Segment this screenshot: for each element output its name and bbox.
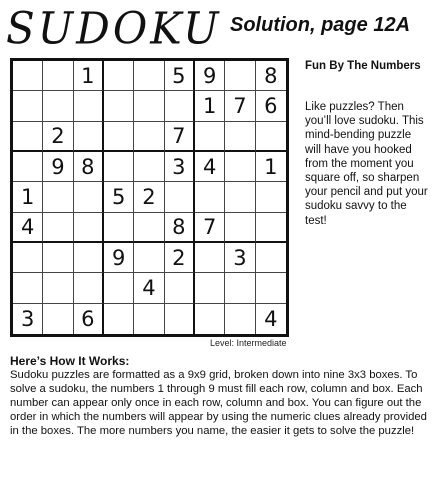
difficulty-level: Level: Intermediate	[210, 338, 287, 348]
empty-cell[interactable]	[165, 273, 195, 303]
given-cell: 6	[74, 304, 104, 334]
given-cell: 4	[13, 213, 43, 243]
empty-cell[interactable]	[256, 273, 286, 303]
empty-cell[interactable]	[104, 273, 134, 303]
empty-cell[interactable]	[134, 213, 164, 243]
instructions-body: Sudoku puzzles are formatted as a 9x9 grid, broken down into nine 3x3 boxes. To solve a sudoku, the numbers 1 through 9 must fill each row, column and box. Each number can appear only once in each row, column and box. You can figure out the order in which the numbers will appear by using the numeric clues already provided in the boxes. The more numbers you name, the easier it gets to solve the puzzle!	[10, 369, 427, 437]
empty-cell[interactable]	[195, 243, 225, 273]
empty-cell[interactable]	[43, 304, 73, 334]
empty-cell[interactable]	[134, 122, 164, 152]
empty-cell[interactable]	[195, 304, 225, 334]
empty-cell[interactable]	[43, 213, 73, 243]
empty-cell[interactable]	[13, 122, 43, 152]
given-cell: 8	[74, 152, 104, 182]
sidebar-title: Fun By The Numbers	[305, 60, 421, 72]
given-cell: 7	[195, 213, 225, 243]
given-cell: 1	[256, 152, 286, 182]
empty-cell[interactable]	[225, 61, 255, 91]
empty-cell[interactable]	[43, 243, 73, 273]
empty-cell[interactable]	[74, 213, 104, 243]
empty-cell[interactable]	[74, 273, 104, 303]
empty-cell[interactable]	[43, 182, 73, 212]
empty-cell[interactable]	[134, 243, 164, 273]
empty-cell[interactable]	[43, 61, 73, 91]
given-cell: 6	[256, 91, 286, 121]
empty-cell[interactable]	[225, 182, 255, 212]
masthead	[4, 4, 430, 56]
given-cell: 5	[165, 61, 195, 91]
empty-cell[interactable]	[225, 273, 255, 303]
empty-cell[interactable]	[165, 91, 195, 121]
empty-cell[interactable]	[104, 91, 134, 121]
empty-cell[interactable]	[134, 61, 164, 91]
empty-cell[interactable]	[104, 61, 134, 91]
given-cell: 8	[165, 213, 195, 243]
empty-cell[interactable]	[13, 91, 43, 121]
empty-cell[interactable]	[13, 243, 43, 273]
given-cell: 8	[256, 61, 286, 91]
empty-cell[interactable]	[256, 243, 286, 273]
empty-cell[interactable]	[225, 152, 255, 182]
empty-cell[interactable]	[104, 304, 134, 334]
empty-cell[interactable]	[256, 213, 286, 243]
given-cell: 2	[165, 243, 195, 273]
empty-cell[interactable]	[74, 122, 104, 152]
given-cell: 1	[195, 91, 225, 121]
sidebar-body: Like puzzles? Then you’ll love sudoku. This mind-bending puzzle will have you hooked from the moment you square off, so sharpen your pencil and put your sudoku savvy to the test!	[305, 101, 428, 227]
given-cell: 1	[13, 182, 43, 212]
empty-cell[interactable]	[165, 304, 195, 334]
empty-cell[interactable]	[74, 243, 104, 273]
given-cell: 4	[134, 273, 164, 303]
given-cell: 9	[104, 243, 134, 273]
empty-cell[interactable]	[13, 273, 43, 303]
given-cell: 2	[134, 182, 164, 212]
given-cell: 7	[225, 91, 255, 121]
given-cell: 9	[43, 152, 73, 182]
given-cell: 3	[225, 243, 255, 273]
empty-cell[interactable]	[74, 91, 104, 121]
empty-cell[interactable]	[256, 122, 286, 152]
empty-cell[interactable]	[13, 61, 43, 91]
empty-cell[interactable]	[104, 152, 134, 182]
empty-cell[interactable]	[256, 182, 286, 212]
empty-cell[interactable]	[134, 304, 164, 334]
empty-cell[interactable]	[165, 182, 195, 212]
empty-cell[interactable]	[43, 91, 73, 121]
empty-cell[interactable]	[225, 304, 255, 334]
given-cell: 7	[165, 122, 195, 152]
empty-cell[interactable]	[104, 122, 134, 152]
empty-cell[interactable]	[104, 213, 134, 243]
solution-reference: Solution, page 12A	[230, 14, 411, 36]
empty-cell[interactable]	[134, 91, 164, 121]
empty-cell[interactable]	[195, 182, 225, 212]
given-cell: 3	[13, 304, 43, 334]
given-cell: 5	[104, 182, 134, 212]
empty-cell[interactable]	[74, 182, 104, 212]
given-cell: 4	[264, 306, 278, 331]
empty-cell[interactable]	[225, 213, 255, 243]
given-cell: 9	[195, 61, 225, 91]
given-cell: 4	[195, 152, 225, 182]
empty-cell[interactable]	[43, 273, 73, 303]
sudoku-logo: SUDOKU	[6, 2, 222, 55]
given-cell: 1	[74, 61, 104, 91]
given-cell: 2	[43, 122, 73, 152]
given-cell: 3	[165, 152, 195, 182]
empty-cell[interactable]	[195, 122, 225, 152]
instructions-title: Here’s How It Works:	[10, 354, 130, 368]
empty-cell[interactable]	[225, 122, 255, 152]
empty-cell[interactable]	[134, 152, 164, 182]
empty-cell[interactable]	[195, 273, 225, 303]
sudoku-grid[interactable]	[10, 58, 289, 337]
empty-cell[interactable]	[13, 152, 43, 182]
